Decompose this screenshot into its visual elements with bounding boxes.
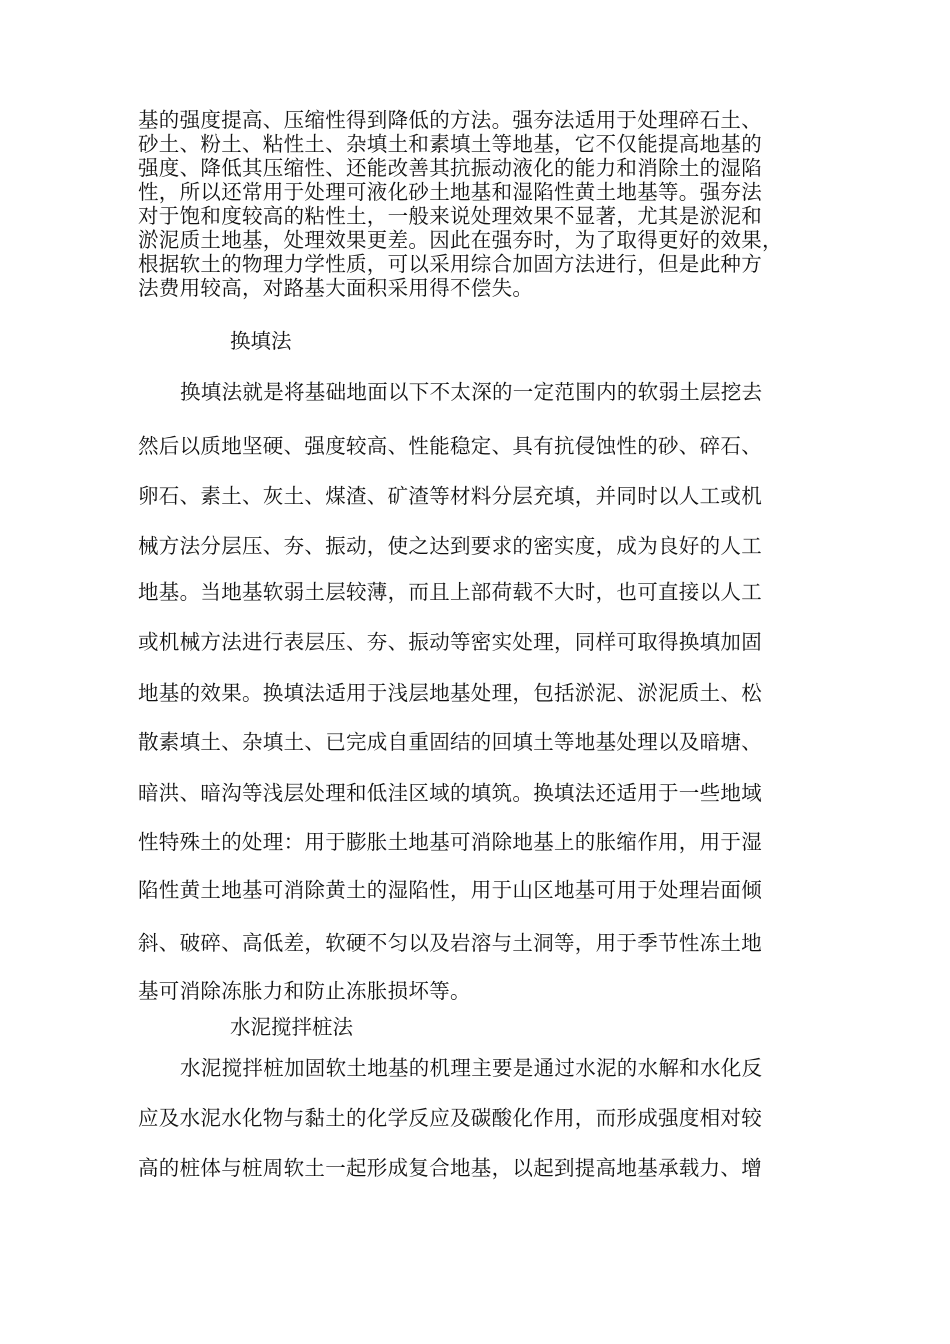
text-line: 砂土、粉土、粘性土、杂填土和素填土等地基，它不仅能提高地基的 bbox=[138, 132, 762, 156]
text-line: 强度、降低其压缩性、还能改善其抗振动液化的能力和消除土的湿陷 bbox=[138, 156, 762, 180]
text-line: 地基。当地基软弱土层较薄，而且上部荷载不大时，也可直接以人工 bbox=[138, 580, 762, 604]
section-heading-cement-pile: 水泥搅拌桩法 bbox=[230, 1015, 353, 1039]
text-line: 地基的效果。换填法适用于浅层地基处理，包括淤泥、淤泥质土、松 bbox=[138, 681, 762, 705]
text-line: 散素填土、杂填土、已完成自重固结的回填土等地基处理以及暗塘、 bbox=[138, 730, 762, 754]
text-line: 淤泥质土地基，处理效果更差。因此在强夯时，为了取得更好的效果， bbox=[138, 228, 783, 252]
text-line: 高的桩体与桩周软土一起形成复合地基，以起到提高地基承载力、增 bbox=[138, 1156, 762, 1180]
text-line: 性，所以还常用于处理可液化砂土地基和湿陷性黄土地基等。强夯法 bbox=[138, 180, 762, 204]
text-line: 然后以质地坚硬、强度较高、性能稳定、具有抗侵蚀性的砂、碎石、 bbox=[138, 434, 762, 458]
text-line: 斜、破碎、高低差，软硬不匀以及岩溶与土洞等，用于季节性冻土地 bbox=[138, 931, 762, 955]
text-line: 性特殊土的处理：用于膨胀土地基可消除地基上的胀缩作用，用于湿 bbox=[138, 830, 762, 854]
text-line: 暗洪、暗沟等浅层处理和低洼区域的填筑。换填法还适用于一些地域 bbox=[138, 781, 762, 805]
text-line: 换填法就是将基础地面以下不太深的一定范围内的软弱土层挖去 bbox=[180, 380, 763, 404]
text-line: 对于饱和度较高的粘性土，一般来说处理效果不显著，尤其是淤泥和 bbox=[138, 204, 762, 228]
section-heading-replacement: 换填法 bbox=[230, 329, 292, 353]
text-line: 卵石、素土、灰土、煤渣、矿渣等材料分层充填，并同时以人工或机 bbox=[138, 484, 762, 508]
text-line: 应及水泥水化物与黏土的化学反应及碳酸化作用，而形成强度相对较 bbox=[138, 1106, 762, 1130]
text-line: 法费用较高，对路基大面积采用得不偿失。 bbox=[138, 276, 534, 300]
text-line: 基可消除冻胀力和防止冻胀损坏等。 bbox=[138, 979, 471, 1003]
text-line: 或机械方法进行表层压、夯、振动等密实处理，同样可取得换填加固 bbox=[138, 630, 762, 654]
text-line: 水泥搅拌桩加固软土地基的机理主要是通过水泥的水解和水化反 bbox=[180, 1056, 763, 1080]
text-line: 陷性黄土地基可消除黄土的湿陷性，用于山区地基可用于处理岩面倾 bbox=[138, 878, 762, 902]
text-line: 基的强度提高、压缩性得到降低的方法。强夯法适用于处理碎石土、 bbox=[138, 108, 762, 132]
text-line: 械方法分层压、夯、振动，使之达到要求的密实度，成为良好的人工 bbox=[138, 534, 762, 558]
text-line: 根据软土的物理力学性质，可以采用综合加固方法进行，但是此种方 bbox=[138, 252, 762, 276]
